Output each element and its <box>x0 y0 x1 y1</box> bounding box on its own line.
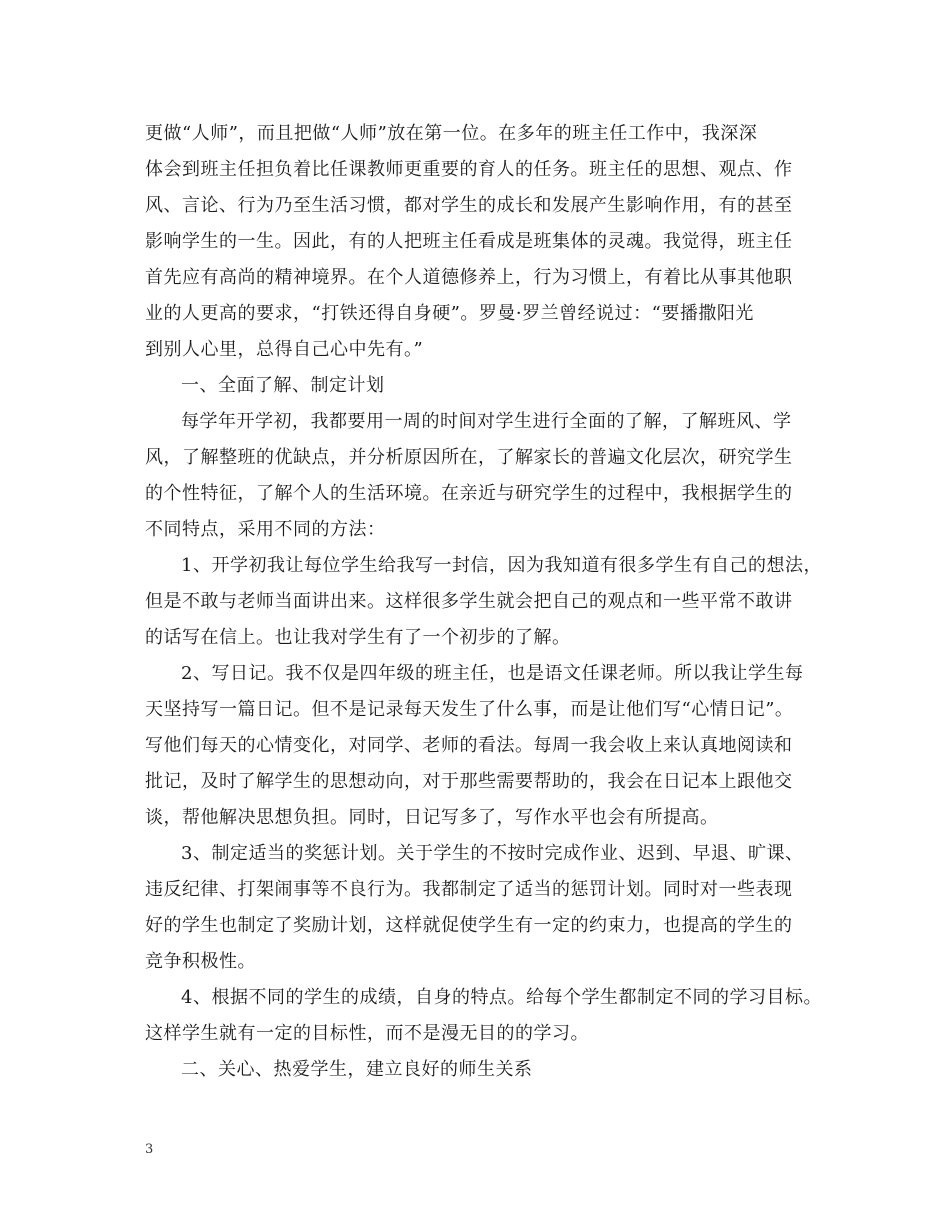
paragraph-line: 到别人心里，总得自己心中先有。” <box>145 339 424 360</box>
paragraph-line: 首先应有高尚的精神境界。在个人道德修养上，行为习惯上，有着比从事其他职 <box>145 267 793 288</box>
paragraph-line: 写他们每天的心情变化，对同学、老师的看法。每周一我会收上来认真地阅读和 <box>145 735 793 756</box>
paragraph-line: 4、根据不同的学生的成绩，自身的特点。给每个学生都制定不同的学习目标。 <box>181 987 822 1008</box>
paragraph-line: 2、写日记。我不仅是四年级的班主任，也是语文任课老师。所以我让学生每 <box>181 663 804 684</box>
paragraph-line: 但是不敢与老师当面讲出来。这样很多学生就会把自己的观点和一些平常不敢讲 <box>145 591 793 612</box>
section-heading: 一、全面了解、制定计划 <box>181 375 385 396</box>
section-heading: 二、关心、热爱学生，建立良好的师生关系 <box>181 1059 533 1080</box>
paragraph-line: 竞争积极性。 <box>145 951 256 972</box>
paragraph-line: 这样学生就有一定的目标性，而不是漫无目的的学习。 <box>145 1023 589 1044</box>
paragraph-line: 违反纪律、打架闹事等不良行为。我都制定了适当的惩罚计划。同时对一些表现 <box>145 879 793 900</box>
paragraph-line: 3、制定适当的奖惩计划。关于学生的不按时完成作业、迟到、早退、旷课、 <box>181 843 804 864</box>
paragraph-line: 风、言论、行为乃至生活习惯，都对学生的成长和发展产生影响作用，有的甚至 <box>145 195 793 216</box>
paragraph-line: 每学年开学初，我都要用一周的时间对学生进行全面的了解，了解班风、学 <box>181 411 792 432</box>
paragraph-line: 批记，及时了解学生的思想动向，对于那些需要帮助的，我会在日记本上跟他交 <box>145 771 793 792</box>
paragraph-line: 好的学生也制定了奖励计划，这样就促使学生有一定的约束力，也提高的学生的 <box>145 915 793 936</box>
paragraph-line: 更做“人师”，而且把做“人师”放在第一位。在多年的班主任工作中，我深深 <box>145 123 758 144</box>
paragraph-line: 影响学生的一生。因此，有的人把班主任看成是班集体的灵魂。我觉得，班主任 <box>145 231 793 252</box>
paragraph-line: 的个性特征，了解个人的生活环境。在亲近与研究学生的过程中，我根据学生的 <box>145 483 793 504</box>
paragraph-line: 天坚持写一篇日记。但不是记录每天发生了什么事，而是让他们写“心情日记”。 <box>145 699 794 720</box>
paragraph-line: 体会到班主任担负着比任课教师更重要的育人的任务。班主任的思想、观点、作 <box>145 159 793 180</box>
paragraph-line: 的话写在信上。也让我对学生有了一个初步的了解。 <box>145 627 571 648</box>
paragraph-line: 1、开学初我让每位学生给我写一封信，因为我知道有很多学生有自己的想法， <box>181 555 822 576</box>
page-number: 3 <box>145 1142 154 1157</box>
paragraph-line: 风，了解整班的优缺点，并分析原因所在，了解家长的普遍文化层次，研究学生 <box>145 447 793 468</box>
paragraph-line: 不同特点，采用不同的方法： <box>145 519 386 540</box>
paragraph-line: 业的人更高的要求，“打铁还得自身硬”。罗曼·罗兰曾经说过：“要播撒阳光 <box>145 303 754 324</box>
paragraph-line: 谈，帮他解决思想负担。同时，日记写多了，写作水平也会有所提高。 <box>145 807 719 828</box>
